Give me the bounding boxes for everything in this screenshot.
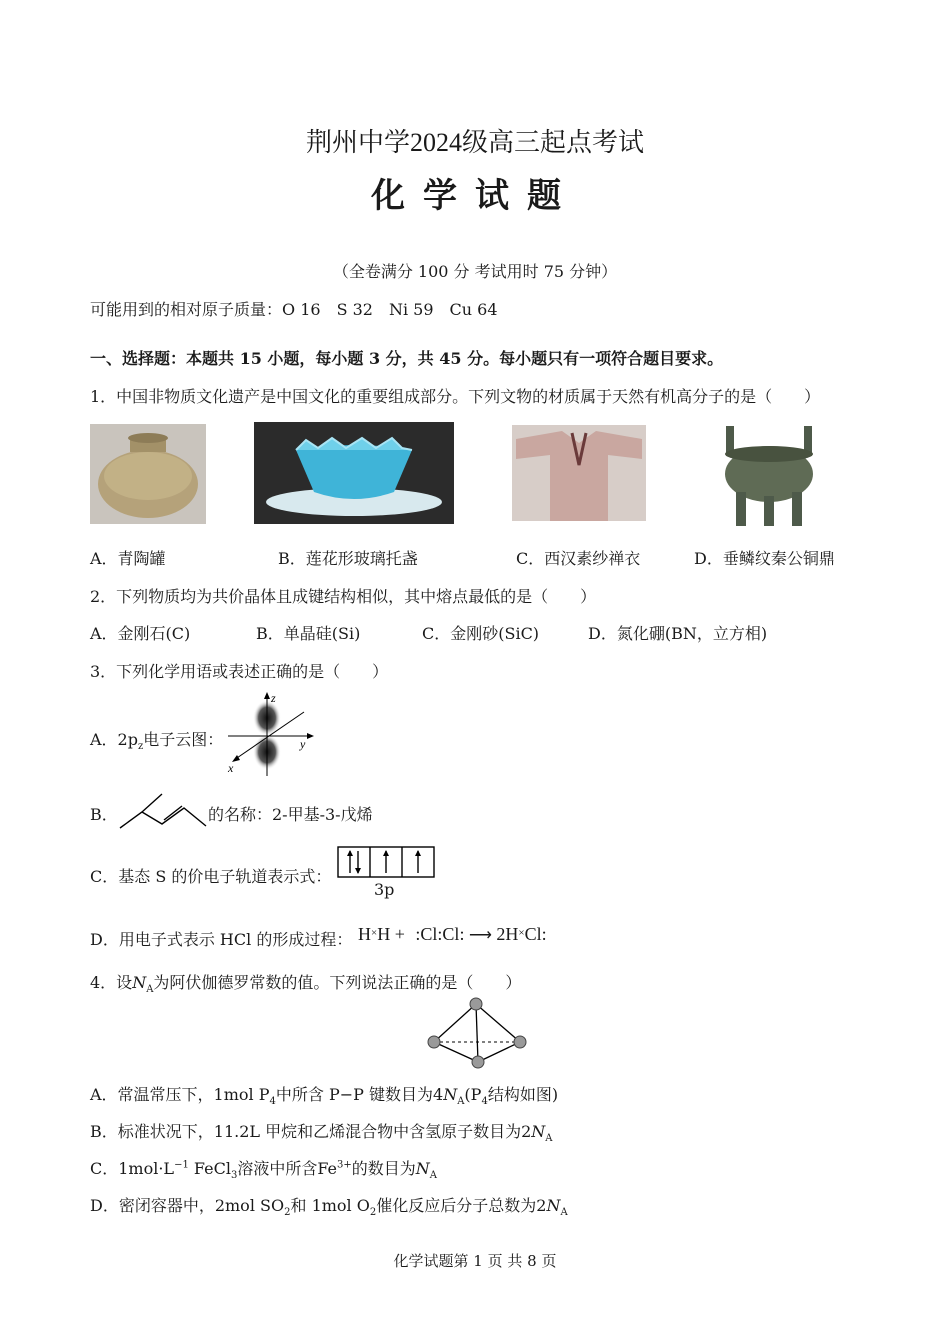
q2-option-d: D．氮化硼(BN，立方相) bbox=[588, 624, 768, 643]
q4-na-sub: A bbox=[146, 984, 154, 996]
axis-z: z bbox=[271, 691, 276, 705]
q3-c-text: C．基态 S 的价电子轨道表示式： bbox=[90, 867, 332, 886]
q4-option-c bbox=[90, 1156, 437, 1181]
q4-c-sup1: −1 bbox=[174, 1159, 189, 1171]
q4-a-s1: 4 bbox=[269, 1096, 276, 1108]
subject-title: 化学试题 bbox=[371, 176, 579, 216]
q4-a-s2: 4 bbox=[481, 1096, 488, 1108]
q4-na: N bbox=[132, 973, 147, 992]
q4-c-t1: C．1mol·L bbox=[90, 1159, 175, 1178]
reaction-arrow-icon: ⟶ bbox=[468, 927, 492, 944]
q4-option-a bbox=[90, 1082, 558, 1107]
q4-stem-2: 为阿伏伽德罗常数的值。下列说法正确的是（ ） bbox=[153, 973, 522, 992]
q4-b-n: N bbox=[531, 1122, 546, 1141]
q1-option-a: A．青陶罐 bbox=[90, 549, 166, 568]
pottery-jar-image bbox=[90, 424, 206, 524]
q3-d-text: D．用电子式表示 HCl 的形成过程： bbox=[90, 930, 353, 949]
q4-c-ns: A bbox=[429, 1170, 438, 1182]
hcl-product-cl: Cl bbox=[524, 924, 542, 944]
q4-d-t1: D．密闭容器中，2mol SO bbox=[90, 1196, 285, 1215]
q4-c-sup2: 3+ bbox=[337, 1159, 352, 1171]
q4-a-t3: (P bbox=[464, 1085, 482, 1104]
q1-option-d: D．垂鳞纹秦公铜鼎 bbox=[694, 549, 835, 568]
q4-d-s1: 2 bbox=[284, 1207, 291, 1219]
axis-x: x bbox=[228, 761, 234, 775]
q4-d-n: N bbox=[546, 1196, 561, 1215]
q3-stem: 3．下列化学用语或表述正确的是（ ） bbox=[90, 662, 389, 681]
q4-a-ns: A bbox=[457, 1096, 465, 1108]
q4-c-s1: 3 bbox=[230, 1170, 238, 1182]
q2-stem: 2．下列物质均为共价晶体且成键结构相似，其中熔点最低的是（ ） bbox=[90, 587, 597, 606]
q4-stem-1: 4．设 bbox=[90, 973, 133, 992]
q4-a-t4: 结构如图) bbox=[487, 1085, 559, 1104]
q4-b-ns: A bbox=[545, 1133, 553, 1145]
glass-bowl-image bbox=[254, 422, 454, 524]
q2-option-b: B．单晶硅(Si) bbox=[256, 624, 361, 643]
q3-option-a bbox=[90, 727, 223, 752]
q4-b-t1: B．标准状况下，11.2L 甲烷和乙烯混合物中含氢原子数目为2 bbox=[90, 1122, 532, 1141]
atomic-mass-note: 可能用到的相对原子质量：O 16 S 32 Ni 59 Cu 64 bbox=[90, 300, 498, 319]
q4-a-n: N bbox=[443, 1085, 458, 1104]
q4-d-s2: 2 bbox=[369, 1207, 377, 1219]
q4-c-n: N bbox=[415, 1159, 430, 1178]
hcl-h1: H bbox=[358, 924, 371, 944]
q4-c-t4: 的数目为 bbox=[351, 1159, 416, 1178]
q1-stem: 1．中国非物质文化遗产是中国文化的重要组成部分。下列文物的材质属于天然有机高分子的是（ ） bbox=[90, 387, 821, 406]
p4-tetrahedron-diagram bbox=[420, 996, 530, 1072]
page-footer: 化学试题第 1 页 共 8 页 bbox=[393, 1252, 557, 1270]
q2-option-c: C．金刚砂(SiC) bbox=[422, 624, 540, 643]
exam-info: （全卷满分 100 分 考试用时 75 分钟） bbox=[332, 262, 618, 281]
q4-d-t2: 和 1mol O bbox=[290, 1196, 370, 1215]
q4-d-ns: A bbox=[560, 1207, 568, 1219]
q4-option-b bbox=[90, 1119, 553, 1144]
hcl-product: 2H bbox=[496, 924, 519, 944]
q3-b-text: 的名称：2-甲基-3-戊烯 bbox=[208, 805, 373, 824]
skeletal-formula bbox=[118, 790, 208, 830]
q4-c-t3: 溶液中所含Fe bbox=[237, 1159, 338, 1178]
axis-y: y bbox=[300, 737, 306, 751]
q4-option-d bbox=[90, 1193, 568, 1218]
q3-a-sub: z bbox=[137, 741, 144, 753]
q4-a-t2: 中所含 P−P 键数目为4 bbox=[275, 1085, 444, 1104]
bronze-ding-image bbox=[716, 422, 822, 528]
q4-a-t1: A．常温常压下，1mol P bbox=[90, 1085, 270, 1104]
q3-b-label: B． bbox=[90, 805, 118, 824]
orbital-diagram bbox=[336, 845, 438, 879]
q4-c-t2: FeCl bbox=[188, 1159, 231, 1178]
q4-stem bbox=[90, 970, 521, 995]
section-heading: 一、选择题：本题共 15 小题，每小题 3 分，共 45 分。每小题只有一项符合题目要求。 bbox=[90, 349, 724, 368]
hcl-cl2: Cl bbox=[442, 924, 460, 944]
hcl-electron-formula: H×H + :Cl:Cl: ⟶ 2H×Cl: bbox=[358, 924, 547, 944]
q3-a-label: A．2p bbox=[90, 730, 138, 749]
q2-option-a: A．金刚石(C) bbox=[90, 624, 191, 643]
orbital-label: 3p bbox=[374, 880, 395, 899]
q3-a-tail: 电子云图： bbox=[143, 730, 224, 749]
hcl-h2: H + bbox=[377, 924, 405, 944]
electron-cloud-diagram bbox=[222, 690, 322, 780]
hcl-cl1: Cl bbox=[420, 924, 438, 944]
q1-option-b: B．莲花形玻璃托盏 bbox=[278, 549, 418, 568]
q4-d-t3: 催化反应后分子总数为2 bbox=[376, 1196, 547, 1215]
silk-garment-image bbox=[512, 425, 646, 521]
school-title: 荆州中学2024级高三起点考试 bbox=[305, 128, 644, 157]
q1-option-c: C．西汉素纱禅衣 bbox=[516, 549, 641, 568]
